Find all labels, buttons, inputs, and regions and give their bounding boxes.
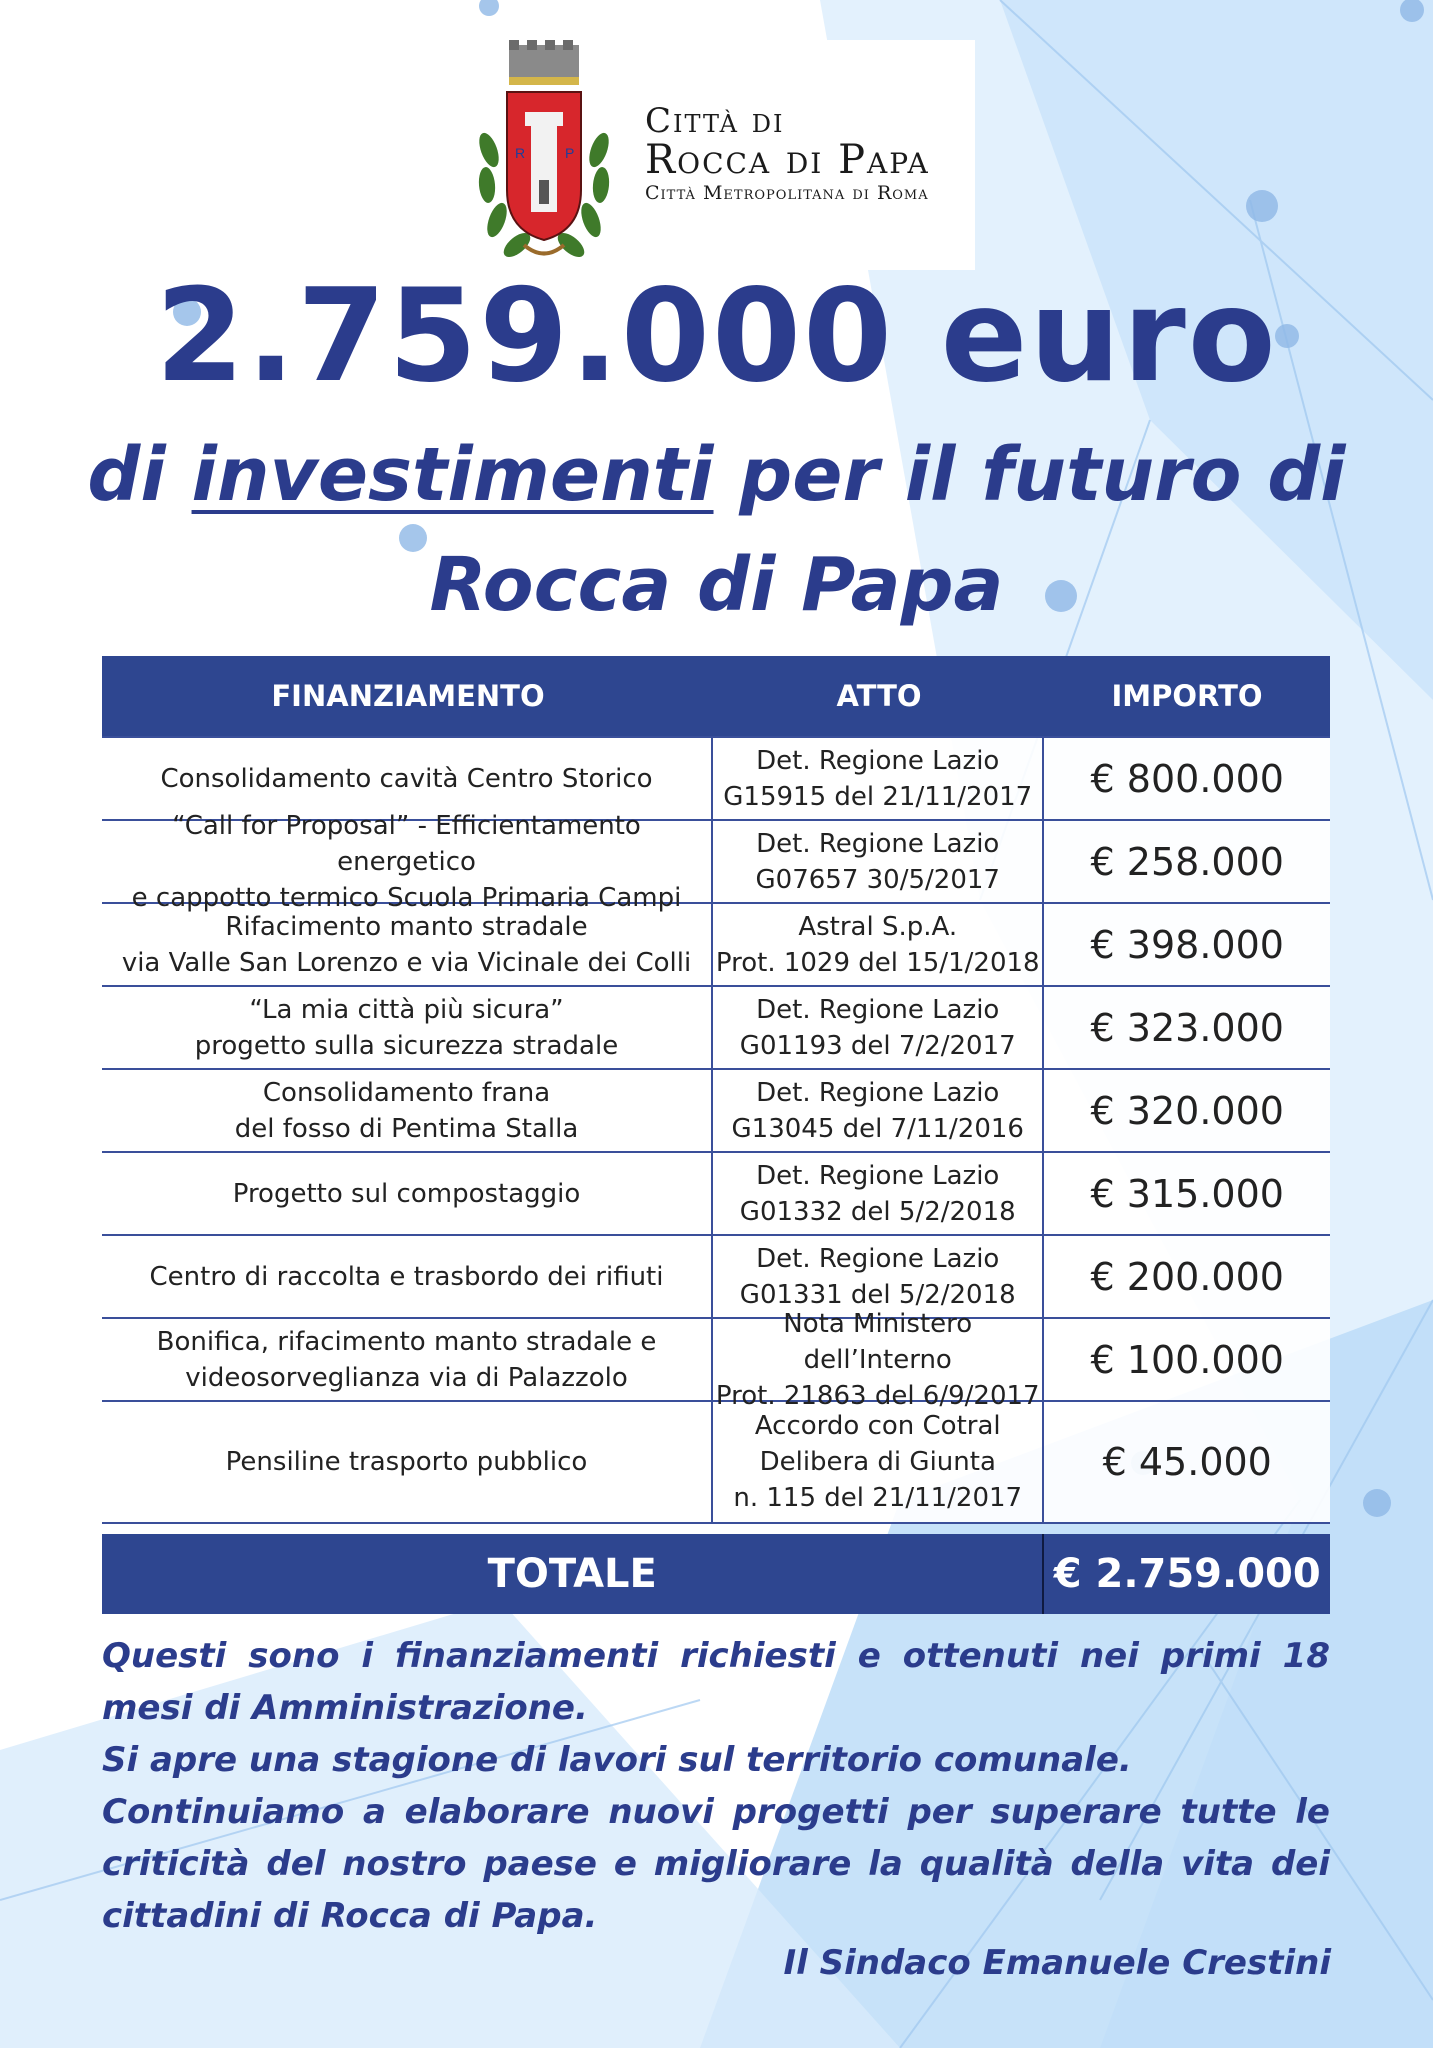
atto-line: G13045 del 7/11/2016 [731,1113,1024,1144]
atto-line: n. 115 del 21/11/2017 [733,1483,1023,1513]
headline-amount: 2.759.000 euro [155,262,1278,411]
total-value: € 2.759.000 [1053,1551,1321,1597]
atto-line: Det. Regione Lazio [756,1160,1000,1191]
table-body [102,736,1330,1524]
cell-atto [713,1070,1044,1151]
atto-line: Delibera di Giunta [759,1447,996,1477]
finanziamento-line: “La mia città più sicura” [249,994,564,1025]
mayor-signature: Il Sindaco Emanuele Crestini [783,1943,1331,1983]
cell-importo: € 100.000 [1090,1337,1284,1382]
atto-line: Accordo con Cotral [754,1411,1001,1441]
atto-line: Det. Regione Lazio [756,828,1000,859]
table-row [102,987,1330,1070]
headline-sub-post: per il futuro di [713,432,1346,518]
cell-importo: € 258.000 [1090,839,1284,884]
cell-atto [713,1402,1044,1522]
header-importo: IMPORTO [1111,679,1263,713]
cell-importo: € 45.000 [1102,1440,1272,1484]
cell-finanziamento [102,1153,713,1234]
finanziamento-line: “Call for Proposal” - Efficientamento energetico [172,810,641,877]
cell-atto [713,738,1044,819]
investments-table [102,656,1330,1614]
crest-letter-r: R [515,145,526,161]
table-row [102,810,1330,913]
cell-finanziamento [102,1402,713,1522]
closing-paragraph-2: Si apre una stagione di lavori sul territorio comunale. [102,1740,1132,1780]
headline-sub-underlined: investimenti [191,432,714,518]
headline-subtitle [0,430,1433,520]
header-finanziamento: FINANZIAMENTO [271,679,545,713]
closing-text [102,1630,1330,1942]
atto-line: G07657 30/5/2017 [755,864,1000,895]
cell-atto [713,904,1044,985]
headline-place: Rocca di Papa [429,542,1004,628]
cell-finanziamento [102,987,713,1068]
finanziamento-line: e cappotto termico Scuola Primaria Campi [131,882,682,913]
atto-line: G01331 del 5/2/2018 [739,1279,1016,1310]
closing-paragraph-1: Questi sono i finanziamenti richiesti e ottenuti nei primi 18 mesi di Amministrazione. [102,1636,1330,1728]
finanziamento-line: via Valle San Lorenzo e via Vicinale dei Colli [121,947,692,978]
atto-line: Det. Regione Lazio [756,1077,1000,1108]
cell-importo: € 320.000 [1090,1088,1284,1133]
finanziamento-line: Centro di raccolta e trasbordo dei rifiuti [149,1261,664,1292]
cell-finanziamento [102,810,713,913]
crest-letter-p: P [565,145,575,161]
cell-finanziamento [102,1070,713,1151]
city-line2: Rocca di Papa [645,137,930,183]
cell-importo: € 200.000 [1090,1254,1284,1299]
atto-line: Nota Ministero dell’Interno [783,1308,973,1375]
cell-finanziamento [102,904,713,985]
atto-line: G01193 del 7/2/2017 [739,1030,1016,1061]
finanziamento-line: del fosso di Pentima Stalla [234,1113,579,1144]
headline-sub-pre: di [87,432,192,518]
table-row [102,1153,1330,1236]
cell-importo: € 323.000 [1090,1005,1284,1050]
cell-finanziamento [102,1236,713,1317]
finanziamento-line: Consolidamento frana [262,1077,551,1108]
cell-importo: € 800.000 [1090,756,1284,801]
finanziamento-line: Progetto sul compostaggio [232,1178,581,1209]
atto-line: Det. Regione Lazio [756,745,1000,776]
city-line1: Città di [645,101,785,141]
atto-line: Astral S.p.A. [798,911,958,942]
finanziamento-line: Bonifica, rifacimento manto stradale e [156,1326,657,1357]
table-row [102,1070,1330,1153]
city-line3: Città Metropolitana di Roma [645,182,929,204]
city-name [645,102,930,206]
cell-atto [713,821,1044,902]
cell-atto [713,1153,1044,1234]
finanziamento-line: Pensiline trasporto pubblico [225,1447,588,1477]
total-row [102,1534,1330,1614]
table-row [102,1308,1330,1411]
crest-icon [469,40,619,270]
cell-importo: € 315.000 [1090,1171,1284,1216]
cell-atto [713,1308,1044,1411]
cell-importo: € 398.000 [1090,922,1284,967]
finanziamento-line: videosorveglianza via di Palazzolo [185,1362,628,1393]
atto-line: Det. Regione Lazio [756,1243,1000,1274]
atto-line: Det. Regione Lazio [756,994,1000,1025]
table-row [102,904,1330,987]
finanziamento-line: Consolidamento cavità Centro Storico [160,763,653,794]
finanziamento-line: Rifacimento manto stradale [225,911,588,942]
atto-line: Prot. 21863 del 6/9/2017 [715,1380,1040,1411]
closing-paragraph-3: Continuiamo a elaborare nuovi progetti per superare tutte le criticità del nostro paese e migliorare la qualità della vita dei cittadini di Rocca di Papa. [102,1792,1330,1936]
city-logo [455,40,975,270]
finanziamento-line: progetto sulla sicurezza stradale [194,1030,619,1061]
cell-atto [713,987,1044,1068]
table-header [102,656,1330,736]
atto-line: G01332 del 5/2/2018 [739,1196,1016,1227]
atto-line: Prot. 1029 del 15/1/2018 [715,947,1040,978]
atto-line: G15915 del 21/11/2017 [723,781,1033,812]
total-label: TOTALE [102,1534,1044,1614]
cell-finanziamento [102,1319,713,1400]
table-row [102,1402,1330,1524]
header-atto: ATTO [836,679,922,713]
